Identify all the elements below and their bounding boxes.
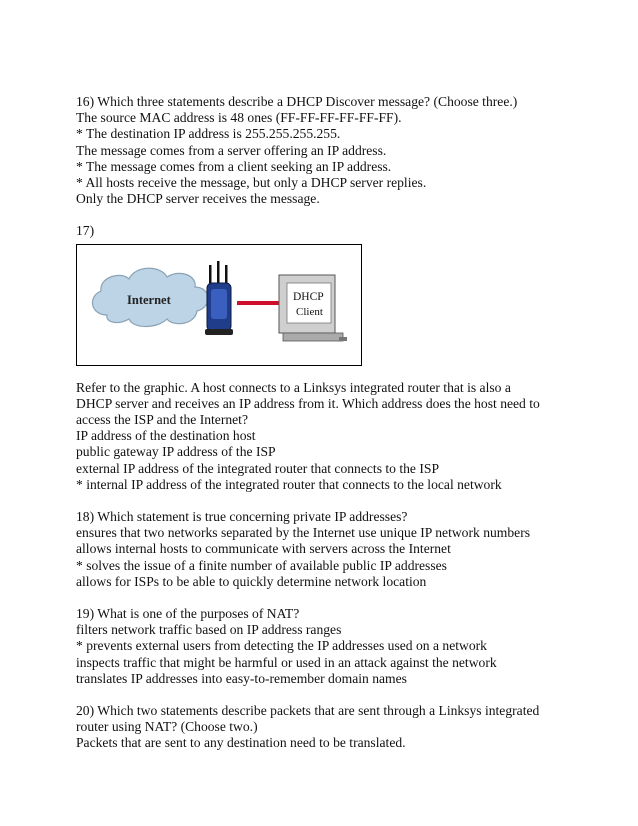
q19-option-2: * prevents external users from detecting the IP addresses used on a network [76,638,487,654]
cloud-label: Internet [127,292,171,307]
dhcp-label: DHCP [293,290,324,303]
network-diagram-svg [77,245,360,364]
question-18 [76,509,616,590]
q16-option-4: * The message comes from a client seeking an IP address. [76,158,392,174]
client-label: Client [296,305,323,318]
q17-option-3: external IP address of the integrated router that connects to the ISP [76,460,440,476]
q19-option-4: translates IP addresses into easy-to-remember domain names [76,670,407,686]
q17-option-4: * internal IP address of the integrated router that connects to the local network [76,476,502,492]
question-20 [76,703,616,752]
q17-option-2: public gateway IP address of the ISP [76,444,276,460]
q16-option-6: Only the DHCP server receives the message. [76,191,320,207]
q19-option-1: filters network traffic based on IP address ranges [76,622,342,638]
question-17-text-3: access the ISP and the Internet? [76,412,248,428]
question-17-text-2: DHCP server and receives an IP address from it. Which address does the host need to [76,395,540,411]
question-20-text-2: router using NAT? (Choose two.) [76,719,258,735]
question-16-text: 16) Which three statements describe a DHCP Discover message? (Choose three.) [76,94,518,109]
q16-option-1: The source MAC address is 48 ones (FF-FF-FF-FF-FF-FF). [76,110,402,126]
q16-option-3: The message comes from a server offering an IP address. [76,142,387,158]
q18-option-1: ensures that two networks separated by the Internet use unique IP network numbers [76,525,531,541]
q17-option-1: IP address of the destination host [76,428,256,444]
question-17-text-1: Refer to the graphic. A host connects to a Linksys integrated router that is also a [76,379,511,395]
question-19-text: 19) What is one of the purposes of NAT? [76,606,300,622]
network-diagram [76,244,362,366]
question-18-text: 18) Which statement is true concerning private IP addresses? [76,509,408,525]
q18-option-4: allows for ISPs to be able to quickly determine network location [76,573,427,589]
question-20-text-1: 20) Which two statements describe packets that are sent through a Linksys integrated [76,703,540,719]
question-16 [76,94,616,207]
document-page [76,94,616,752]
question-19 [76,606,616,687]
q16-option-2: * The destination IP address is 255.255.255.255. [76,126,341,142]
q16-option-5: * All hosts receive the message, but only a DHCP server replies. [76,175,427,191]
q20-option-1: Packets that are sent to any destination need to be translated. [76,735,406,751]
question-17-number: 17) [76,223,95,239]
q19-option-3: inspects traffic that might be harmful or used in an attack against the network [76,654,497,670]
wireless-router-icon [205,261,233,335]
q18-option-3: * solves the issue of a finite number of available public IP addresses [76,557,447,573]
question-17 [76,223,616,493]
q18-option-2: allows internal hosts to communicate with servers across the Internet [76,541,451,557]
